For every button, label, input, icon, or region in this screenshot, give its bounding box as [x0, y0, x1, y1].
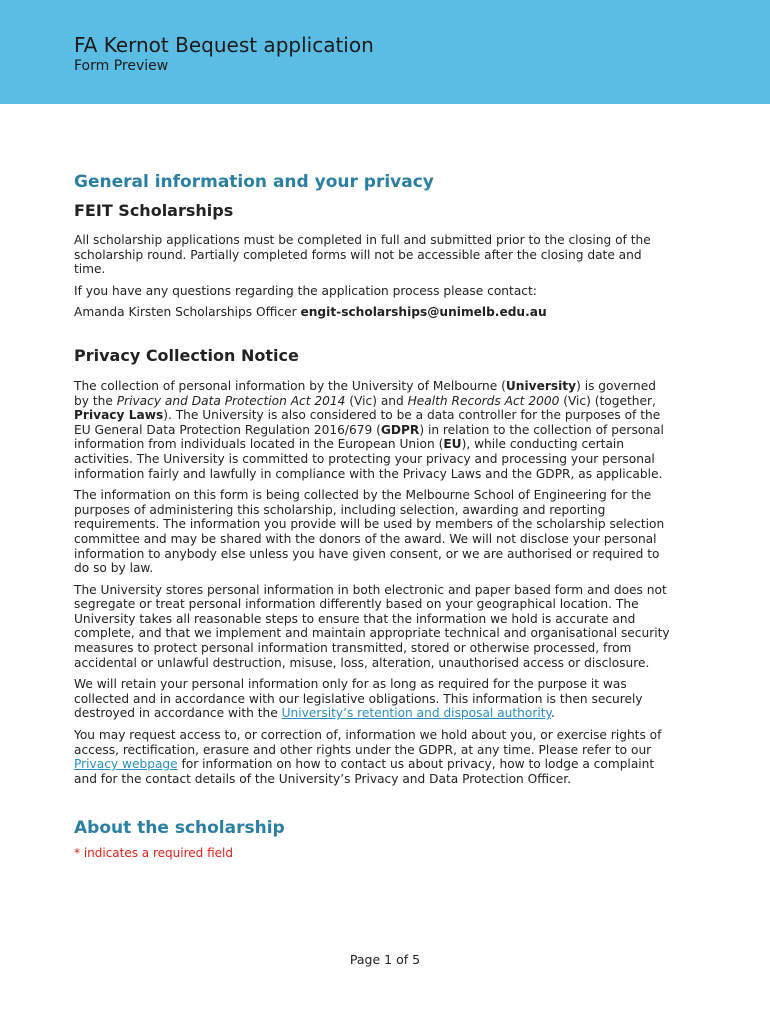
- general-info-heading: General information and your privacy: [74, 172, 434, 192]
- act-health-records: Health Records Act 2000: [407, 393, 560, 408]
- privacy-text: You may request access to, or correction of, information we hold about you, or exercise rights of access, rectification, erasure and other rights under the GDPR, at any time. Please refer to our: [74, 728, 662, 757]
- header-banner: [0, 0, 770, 104]
- privacy-text: The collection of personal information by the University of Melbourne (: [74, 378, 506, 393]
- term-university: University: [505, 378, 577, 393]
- privacy-paragraph-2: The information on this form is being collected by the Melbourne School of Engineering for the purposes of administering this scholarship, including selection, awarding and reporting requirements. The information you provide will be used by members of the scholarship selection committee and may be shared with the donors of the award. We will not disclose your personal information to anybody else unless you have given consent, or we are authorised or required to do so by law.: [74, 488, 665, 576]
- privacy-paragraph-1: [74, 379, 674, 481]
- privacy-text: .: [551, 706, 555, 721]
- form-subtitle: Form Preview: [74, 58, 169, 74]
- term-eu: EU: [443, 437, 462, 452]
- required-field-note: * indicates a required field: [74, 846, 233, 861]
- main-content: [74, 170, 674, 861]
- privacy-text: We will retain your personal information only for as long as required for the purpose it was collected and in accordance with our legislative obligations. This information is then securely destroyed in accordance with the: [74, 677, 643, 721]
- questions-paragraph: If you have any questions regarding the application process please contact:: [74, 283, 537, 298]
- contact-line: [74, 305, 674, 320]
- privacy-text: (Vic) and: [345, 393, 408, 408]
- page-number: Page 1 of 5: [349, 952, 421, 967]
- act-privacy-data-protection: Privacy and Data Protection Act 2014: [116, 393, 346, 408]
- contact-email: engit-scholarships@unimelb.edu.au: [300, 305, 547, 320]
- privacy-paragraph-5: [74, 728, 674, 786]
- privacy-text: (Vic) (together,: [559, 393, 656, 408]
- privacy-paragraph-3: The University stores personal information in both electronic and paper based form and does not segregate or treat personal information differently based on your geographical location. The University takes all reasonable steps to ensure that the information we hold is accurate and complete, and that we implement and maintain appropriate technical and organisational security measures to protect personal information transmitted, stored or otherwise processed, from accidental or unlawful destruction, misuse, loss, alteration, unauthorised access or disclosure.: [74, 582, 670, 670]
- term-gdpr: GDPR: [380, 422, 420, 437]
- term-privacy-laws: Privacy Laws: [74, 408, 164, 423]
- form-title: FA Kernot Bequest application: [74, 33, 374, 57]
- feit-scholarships-subheading: FEIT Scholarships: [74, 201, 234, 220]
- about-scholarship-heading: About the scholarship: [74, 818, 285, 839]
- privacy-notice-heading: Privacy Collection Notice: [74, 345, 299, 365]
- privacy-paragraph-4: [74, 677, 674, 721]
- retention-disposal-link[interactable]: University’s retention and disposal authority: [281, 706, 551, 721]
- contact-name: Amanda Kirsten Scholarships Officer: [74, 305, 301, 320]
- privacy-text: ) in relation to the collection of personal information from individuals located in the European Union (: [74, 422, 664, 452]
- privacy-text: ). The University is also considered to be a data controller for the purposes of the EU General Data Protection Regulation 2016/679 (: [74, 408, 661, 437]
- privacy-text: for information on how to contact us about privacy, how to lodge a complaint and for the contact details of the University’s Privacy and Data Protection Officer.: [74, 757, 655, 786]
- privacy-text: ) is governed by the: [74, 378, 656, 408]
- completion-paragraph: All scholarship applications must be completed in full and submitted prior to the closing of the scholarship round. Partially completed forms will not be accessible after the closing date and time.: [74, 233, 651, 277]
- privacy-text: ), while conducting certain activities. The University is committed to protecting your privacy and processing your personal information fairly and lawfully in compliance with the Privacy Laws and the GDPR, as applicable.: [74, 437, 663, 481]
- privacy-webpage-link[interactable]: Privacy webpage: [74, 757, 178, 772]
